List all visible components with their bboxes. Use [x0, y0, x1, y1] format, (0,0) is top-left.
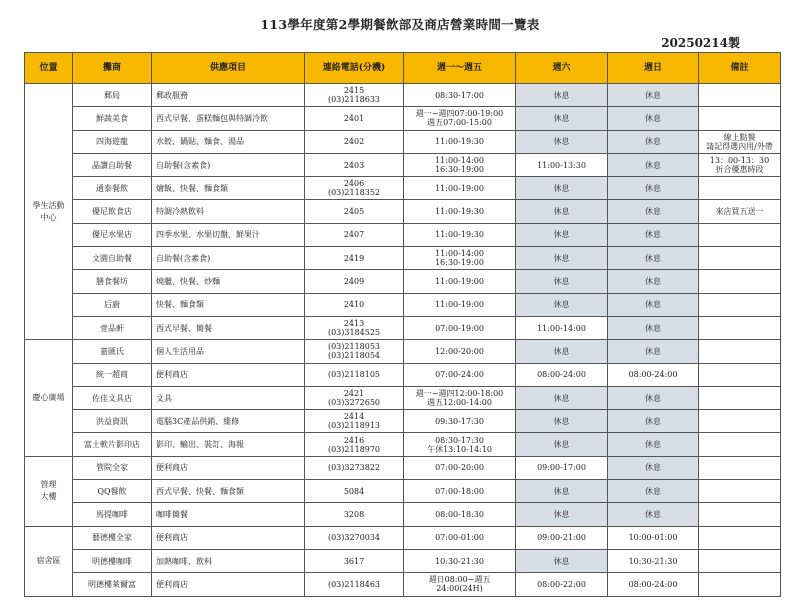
header-phone: 連絡電話(分機) [305, 53, 404, 84]
weekday-hours-cell: 07:00-18:00 [404, 480, 516, 503]
phone-cell: 2401 [305, 107, 404, 130]
phone-cell: 2414 (03)2118913 [305, 410, 404, 433]
note-cell [699, 107, 781, 130]
sunday-hours-cell: 休息 [608, 433, 699, 456]
phone-cell: 2406 (03)2118352 [305, 177, 404, 200]
weekday-hours-cell: 11:00-19:30 [404, 200, 516, 223]
table-row [25, 363, 781, 386]
weekday-hours-cell: 10:30-21:30 [404, 549, 516, 572]
sunday-hours-cell: 休息 [608, 247, 699, 270]
phone-cell: (03)2118105 [305, 363, 404, 386]
items-cell: 加熱咖啡、飲料 [152, 549, 305, 572]
saturday-hours-cell: 08:00-22:00 [516, 573, 608, 596]
saturday-hours-cell: 11:00-14:00 [516, 316, 608, 339]
items-cell: 燒臘、快餐、炒麵 [152, 270, 305, 293]
sunday-hours-cell: 休息 [608, 480, 699, 503]
items-cell: 影印、輸出、裝訂、海報 [152, 433, 305, 456]
header-note: 備註 [699, 53, 781, 84]
vendor-cell: 馬提咖啡 [73, 503, 152, 526]
note-cell: 13：00-13：30 折合優惠時段 [699, 153, 781, 176]
sunday-hours-cell: 休息 [608, 200, 699, 223]
header-sunday: 週日 [608, 53, 699, 84]
phone-cell: 2415 (03)2118633 [305, 84, 404, 107]
phone-cell: 2402 [305, 130, 404, 153]
weekday-hours-cell: 週日08:00~週五 24:00(24H) [404, 573, 516, 596]
location-cell: 管理 大樓 [25, 456, 73, 526]
vendor-cell: 晶讚自助餐 [73, 153, 152, 176]
weekday-hours-cell: 12:00-20:00 [404, 340, 516, 363]
weekday-hours-cell: 11:00-19:30 [404, 223, 516, 246]
items-cell: 文具 [152, 386, 305, 409]
table-row [25, 293, 781, 316]
header-items: 供應項目 [152, 53, 305, 84]
sunday-hours-cell: 10:30-21:30 [608, 549, 699, 572]
weekday-hours-cell: 09:30-17:30 [404, 410, 516, 433]
note-cell [699, 270, 781, 293]
phone-cell: 2416 (03)2118970 [305, 433, 404, 456]
header-saturday: 週六 [516, 53, 608, 84]
items-cell: 四季水果、水果切盤、鮮果汁 [152, 223, 305, 246]
saturday-hours-cell: 09:00-21:00 [516, 526, 608, 549]
sunday-hours-cell: 休息 [608, 153, 699, 176]
vendor-cell: 明德樓萊爾富 [73, 573, 152, 596]
saturday-hours-cell: 休息 [516, 480, 608, 503]
items-cell: 自助餐(含素食) [152, 247, 305, 270]
saturday-hours-cell: 休息 [516, 293, 608, 316]
vendor-cell: 嘉匯氏 [73, 340, 152, 363]
vendor-cell: 后廚 [73, 293, 152, 316]
note-cell [699, 363, 781, 386]
saturday-hours-cell: 休息 [516, 223, 608, 246]
phone-cell: 5084 [305, 480, 404, 503]
table-row [25, 153, 781, 176]
items-cell: 快餐、麵食類 [152, 293, 305, 316]
phone-cell: 2419 [305, 247, 404, 270]
sunday-hours-cell: 休息 [608, 386, 699, 409]
saturday-hours-cell: 休息 [516, 340, 608, 363]
vendor-cell: 文園自助餐 [73, 247, 152, 270]
phone-cell: (03)2118053 (03)2118054 [305, 340, 404, 363]
table-row [25, 526, 781, 549]
sunday-hours-cell: 休息 [608, 107, 699, 130]
sunday-hours-cell: 休息 [608, 130, 699, 153]
note-cell [699, 84, 781, 107]
phone-cell: 2405 [305, 200, 404, 223]
items-cell: 個人生活用品 [152, 340, 305, 363]
header-weekday: 週一～週五 [404, 53, 516, 84]
items-cell: 西式早餐、蛋糕麵包與特調冷飲 [152, 107, 305, 130]
weekday-hours-cell: 07:00-19:00 [404, 316, 516, 339]
items-cell: 自助餐(含素食) [152, 153, 305, 176]
sunday-hours-cell: 休息 [608, 410, 699, 433]
items-cell: 便利商店 [152, 573, 305, 596]
items-cell: 西式早餐、快餐、麵食類 [152, 480, 305, 503]
saturday-hours-cell: 休息 [516, 433, 608, 456]
saturday-hours-cell: 休息 [516, 247, 608, 270]
note-cell [699, 316, 781, 339]
note-cell [699, 456, 781, 479]
sunday-hours-cell: 休息 [608, 456, 699, 479]
phone-cell: 3617 [305, 549, 404, 572]
vendor-cell: 通泰餐飲 [73, 177, 152, 200]
sunday-hours-cell: 休息 [608, 316, 699, 339]
phone-cell: 2403 [305, 153, 404, 176]
sunday-hours-cell: 10:00-01:00 [608, 526, 699, 549]
vendor-cell: 鮮蔬美食 [73, 107, 152, 130]
saturday-hours-cell: 休息 [516, 200, 608, 223]
note-cell [699, 340, 781, 363]
table-row [25, 480, 781, 503]
note-cell [699, 503, 781, 526]
phone-cell: (03)3273822 [305, 456, 404, 479]
location-cell: 慶心廣場 [25, 340, 73, 456]
saturday-hours-cell: 休息 [516, 549, 608, 572]
note-cell [699, 573, 781, 596]
note-cell [699, 480, 781, 503]
table-row [25, 549, 781, 572]
table-row [25, 340, 781, 363]
vendor-cell: 優尼飲食店 [73, 200, 152, 223]
items-cell: 西式早餐、簡餐 [152, 316, 305, 339]
table-row [25, 107, 781, 130]
weekday-hours-cell: 11:00-19:30 [404, 130, 516, 153]
phone-cell: (03)3270034 [305, 526, 404, 549]
document-date: 20250214製 [661, 36, 740, 50]
items-cell: 咖啡簡餐 [152, 503, 305, 526]
table-row [25, 84, 781, 107]
note-cell [699, 386, 781, 409]
items-cell: 便利商店 [152, 456, 305, 479]
vendor-cell: 藝德樓全家 [73, 526, 152, 549]
sunday-hours-cell: 休息 [608, 177, 699, 200]
vendor-cell: 統一超商 [73, 363, 152, 386]
table-row [25, 433, 781, 456]
weekday-hours-cell: 08:30-17:30 午休13:10-14:10 [404, 433, 516, 456]
phone-cell: 2413 (03)3184525 [305, 316, 404, 339]
note-cell [699, 549, 781, 572]
weekday-hours-cell: 11:00-19:00 [404, 293, 516, 316]
header-row [25, 53, 781, 84]
vendor-cell: 管院全家 [73, 456, 152, 479]
weekday-hours-cell: 08:00-18:30 [404, 503, 516, 526]
weekday-hours-cell: 07:00-20:00 [404, 456, 516, 479]
items-cell: 燴飯、快餐、麵食類 [152, 177, 305, 200]
table-row [25, 177, 781, 200]
saturday-hours-cell: 09:00-17:00 [516, 456, 608, 479]
note-cell [699, 247, 781, 270]
note-cell [699, 177, 781, 200]
items-cell: 特調冷熱飲料 [152, 200, 305, 223]
items-cell: 便利商店 [152, 363, 305, 386]
table-row [25, 130, 781, 153]
vendor-cell: 明德樓咖啡 [73, 549, 152, 572]
phone-cell: 2409 [305, 270, 404, 293]
vendor-cell: 壹品軒 [73, 316, 152, 339]
phone-cell: 2421 (03)3272650 [305, 386, 404, 409]
weekday-hours-cell: 11:00-14:00 16:30-19:00 [404, 153, 516, 176]
note-cell: 線上點餐 請記得選內用/外帶 [699, 130, 781, 153]
vendor-cell: 洪益資訊 [73, 410, 152, 433]
note-cell [699, 410, 781, 433]
weekday-hours-cell: 週一~週四12:00-18:00 週五12:00-14:00 [404, 386, 516, 409]
table-row [25, 503, 781, 526]
table-row [25, 573, 781, 596]
header-location: 位置 [25, 53, 73, 84]
sunday-hours-cell: 休息 [608, 84, 699, 107]
sunday-hours-cell: 休息 [608, 270, 699, 293]
saturday-hours-cell: 休息 [516, 130, 608, 153]
sunday-hours-cell: 08:00-24:00 [608, 363, 699, 386]
weekday-hours-cell: 11:00-19:00 [404, 270, 516, 293]
note-cell [699, 526, 781, 549]
page-title: 113學年度第2學期餐飲部及商店營業時間一覽表 [260, 17, 540, 32]
saturday-hours-cell: 08:00-24:00 [516, 363, 608, 386]
sunday-hours-cell: 08:00-24:00 [608, 573, 699, 596]
vendor-cell: 優尼水果店 [73, 223, 152, 246]
location-cell: 學生活動 中心 [25, 84, 73, 340]
phone-cell: 2410 [305, 293, 404, 316]
saturday-hours-cell: 休息 [516, 84, 608, 107]
weekday-hours-cell: 07:00-01:00 [404, 526, 516, 549]
saturday-hours-cell: 11:00-13:30 [516, 153, 608, 176]
phone-cell: 2407 [305, 223, 404, 246]
location-cell: 宿舍區 [25, 526, 73, 596]
saturday-hours-cell: 休息 [516, 386, 608, 409]
vendor-cell: 佐佳文具店 [73, 386, 152, 409]
hours-table [24, 52, 781, 597]
weekday-hours-cell: 週一~週四07:00-19:00 週五07:00-15:00 [404, 107, 516, 130]
table-row [25, 386, 781, 409]
table-row [25, 456, 781, 479]
vendor-cell: QQ餐飲 [73, 480, 152, 503]
items-cell: 電腦3C產品供銷、維修 [152, 410, 305, 433]
table-row [25, 270, 781, 293]
table-row [25, 247, 781, 270]
vendor-cell: 膳食餐坊 [73, 270, 152, 293]
sunday-hours-cell: 休息 [608, 340, 699, 363]
note-cell [699, 433, 781, 456]
phone-cell: 3208 [305, 503, 404, 526]
table-body [25, 84, 781, 597]
sunday-hours-cell: 休息 [608, 223, 699, 246]
saturday-hours-cell: 休息 [516, 410, 608, 433]
phone-cell: (03)2118463 [305, 573, 404, 596]
sunday-hours-cell: 休息 [608, 503, 699, 526]
table-row [25, 223, 781, 246]
saturday-hours-cell: 休息 [516, 107, 608, 130]
note-cell [699, 223, 781, 246]
table-row [25, 200, 781, 223]
vendor-cell: 四海遊龍 [73, 130, 152, 153]
weekday-hours-cell: 11:00-19:00 [404, 177, 516, 200]
items-cell: 郵政服務 [152, 84, 305, 107]
sunday-hours-cell: 休息 [608, 293, 699, 316]
note-cell: 來店買五送一 [699, 200, 781, 223]
note-cell [699, 293, 781, 316]
vendor-cell: 富士軟片影印店 [73, 433, 152, 456]
saturday-hours-cell: 休息 [516, 177, 608, 200]
table-row [25, 410, 781, 433]
items-cell: 水餃、鍋貼、麵食、湯品 [152, 130, 305, 153]
table-row [25, 316, 781, 339]
weekday-hours-cell: 11:00-14:00 16:30-19:00 [404, 247, 516, 270]
saturday-hours-cell: 休息 [516, 270, 608, 293]
weekday-hours-cell: 08:30-17:00 [404, 84, 516, 107]
weekday-hours-cell: 07:00-24:00 [404, 363, 516, 386]
header-vendor: 攤商 [73, 53, 152, 84]
items-cell: 便利商店 [152, 526, 305, 549]
saturday-hours-cell: 休息 [516, 503, 608, 526]
vendor-cell: 郵局 [73, 84, 152, 107]
